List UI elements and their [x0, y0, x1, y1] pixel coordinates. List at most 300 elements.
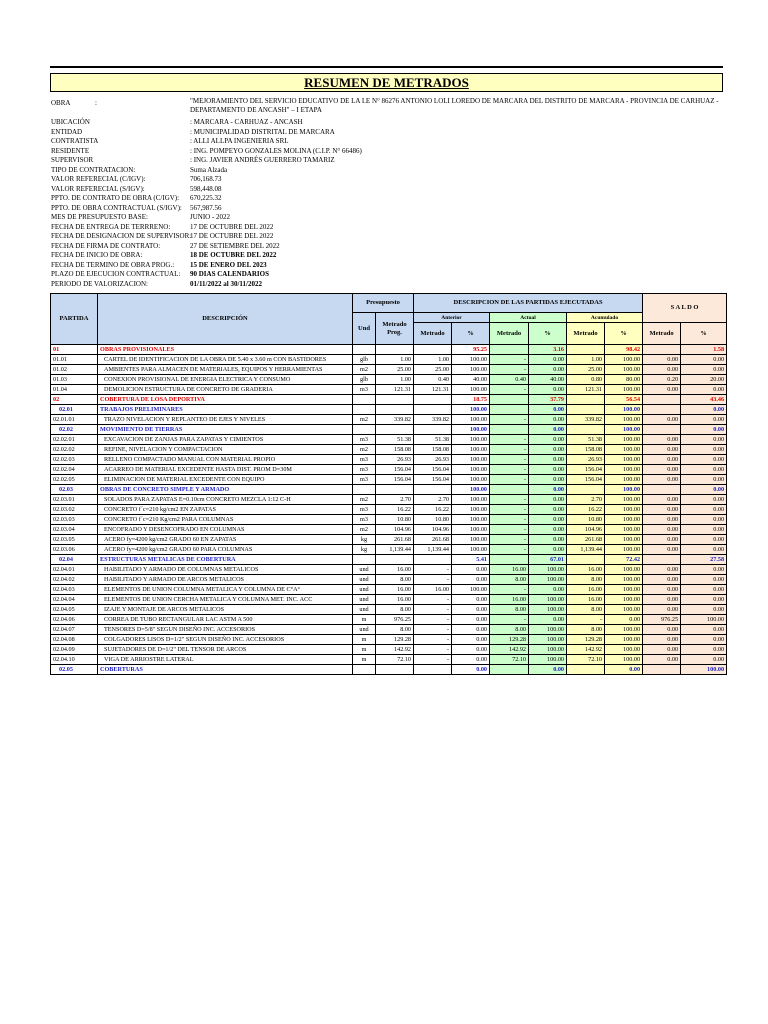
cell-actual-metrado: 72.10 [490, 655, 529, 665]
table-row [51, 605, 727, 615]
cell-partida-code: 02.05 [51, 665, 98, 675]
cell-actual-metrado: - [490, 365, 529, 375]
cell-unit: m3 [353, 385, 376, 395]
cell-unit [353, 425, 376, 435]
info-row [51, 174, 731, 184]
cell-partida-code: 01.04 [51, 385, 98, 395]
info-label: PERIODO DE VALORIZACION: [51, 279, 148, 288]
info-label: VALOR REFERECIAL (C/IGV): [51, 175, 146, 183]
info-value: : MARCARA - CARHUAZ - ANCASH [190, 118, 303, 126]
cell-acumulado-pct: 100.00 [605, 565, 643, 575]
table-row [51, 595, 727, 605]
cell-acumulado-metrado: 1,139.44 [567, 545, 605, 555]
subsection-title-row [51, 425, 727, 435]
cell-anterior-pct: 100.00 [452, 435, 490, 445]
info-label: FECHA DE FIRMA DE CONTRATO: [51, 241, 161, 250]
cell-description: IZAJE Y MONTAJE DE ARCOS METALICOS [98, 605, 353, 615]
cell-metrado-prog: 8.00 [376, 605, 414, 615]
cell-anterior-pct: 100.00 [452, 545, 490, 555]
cell-actual-pct: 0.00 [529, 455, 567, 465]
info-label: PLAZO DE EJECUCION CONTRACTUAL: [51, 270, 181, 278]
cell-anterior-metrado [414, 405, 452, 415]
cell-description: CORREA DE TUBO RECTANGULAR LAC ASTM A 500 [98, 615, 353, 625]
cell-acumulado-pct: 100.00 [605, 495, 643, 505]
cell-anterior-metrado: 156.04 [414, 465, 452, 475]
cell-actual-pct: 100.00 [529, 575, 567, 585]
cell-anterior-pct: 100.00 [452, 525, 490, 535]
col-saldo: S A L D O [643, 294, 727, 323]
cell-actual-pct: 0.00 [529, 355, 567, 365]
cell-actual-metrado: 8.00 [490, 605, 529, 615]
cell-metrado-prog: 2.70 [376, 495, 414, 505]
cell-actual-metrado [490, 405, 529, 415]
cell-anterior-pct: 18.75 [452, 395, 490, 405]
cell-description: HABILITADO Y ARMADO DE COLUMNAS METALICOS [98, 565, 353, 575]
cell-unit: kg [353, 545, 376, 555]
cell-acumulado-pct: 100.00 [605, 465, 643, 475]
cell-metrado-prog: 142.92 [376, 645, 414, 655]
info-value: 01/11/2022 al 30/11/2022 [190, 279, 262, 288]
cell-actual-pct: 100.00 [529, 605, 567, 615]
cell-anterior-metrado: 10.80 [414, 515, 452, 525]
cell-actual-metrado [490, 485, 529, 495]
cell-acumulado-metrado: 121.31 [567, 385, 605, 395]
cell-saldo-metrado: 0.20 [643, 375, 681, 385]
cell-actual-pct: 100.00 [529, 655, 567, 665]
cell-description: COBERTURA DE LOSA DEPORTIVA [98, 395, 353, 405]
cell-anterior-pct: 100.00 [452, 415, 490, 425]
table-row [51, 645, 727, 655]
cell-anterior-metrado [414, 395, 452, 405]
cell-anterior-metrado: - [414, 635, 452, 645]
cell-partida-code: 02.04 [51, 555, 98, 565]
cell-description: CONCRETO f´c=210 Kg/cm2 PARA COLUMNAS [98, 515, 353, 525]
cell-saldo-pct: 0.00 [681, 475, 727, 485]
page-title-text: RESUMEN DE METRADOS [304, 75, 469, 90]
metrados-table [50, 293, 727, 675]
cell-metrado-prog: 156.04 [376, 475, 414, 485]
cell-actual-metrado: - [490, 415, 529, 425]
cell-actual-pct: 0.00 [529, 445, 567, 455]
cell-metrado-prog: 976.25 [376, 615, 414, 625]
cell-anterior-metrado: 16.00 [414, 585, 452, 595]
subsection-title-row [51, 665, 727, 675]
cell-acumulado-metrado: 158.08 [567, 445, 605, 455]
cell-metrado-prog: 339.82 [376, 415, 414, 425]
info-row [51, 127, 731, 137]
col-actual-pct: % [529, 323, 567, 345]
cell-actual-pct: 0.00 [529, 405, 567, 415]
info-row [51, 241, 731, 251]
cell-description: OBRAS DE CONCRETO SIMPLE Y ARMADO [98, 485, 353, 495]
info-value: Suma Alzada [190, 165, 228, 174]
cell-acumulado-pct: 100.00 [605, 475, 643, 485]
col-descripcion: DESCRIPCIÓN [98, 294, 353, 345]
col-acumulado-metrado: Metrado [567, 323, 605, 345]
info-label: FECHA DE ENTREGA DE TERRRENO: [51, 222, 171, 231]
info-row [51, 117, 731, 127]
info-row [51, 146, 731, 156]
cell-metrado-prog [376, 425, 414, 435]
cell-saldo-metrado: 0.00 [643, 595, 681, 605]
info-value: 598,448.08 [190, 184, 222, 193]
cell-description: OBRAS PROVISIONALES [98, 345, 353, 355]
cell-saldo-pct: 0.00 [681, 365, 727, 375]
cell-acumulado-pct: 100.00 [605, 605, 643, 615]
cell-saldo-metrado [643, 485, 681, 495]
info-row [51, 231, 731, 241]
cell-acumulado-metrado: 72.10 [567, 655, 605, 665]
cell-acumulado-metrado [567, 485, 605, 495]
table-row [51, 585, 727, 595]
cell-anterior-metrado [414, 485, 452, 495]
cell-description: ENCOFRADO Y DESENCOFRADO EN COLUMNAS [98, 525, 353, 535]
info-value: JUNIO - 2022 [190, 213, 231, 221]
cell-anterior-pct: 100.00 [452, 535, 490, 545]
cell-saldo-metrado: 0.00 [643, 515, 681, 525]
cell-partida-code: 02.02.04 [51, 465, 98, 475]
cell-partida-code: 02.04.03 [51, 585, 98, 595]
info-value: 706,168.73 [190, 175, 222, 183]
cell-actual-metrado: - [490, 435, 529, 445]
cell-acumulado-metrado: 104.96 [567, 525, 605, 535]
info-value: 90 DIAS CALENDARIOS [190, 270, 269, 278]
info-value: : ALLI ALLPA INGENIERIA SRL [190, 137, 289, 145]
cell-anterior-metrado: 1.00 [414, 355, 452, 365]
cell-acumulado-metrado: - [567, 615, 605, 625]
cell-acumulado-metrado: 8.00 [567, 575, 605, 585]
cell-saldo-metrado: 0.00 [643, 645, 681, 655]
cell-anterior-pct: 0.00 [452, 625, 490, 635]
cell-saldo-pct: 1.58 [681, 345, 727, 355]
cell-unit: und [353, 585, 376, 595]
cell-actual-pct: 0.00 [529, 475, 567, 485]
cell-actual-metrado [490, 665, 529, 675]
cell-unit: glb [353, 375, 376, 385]
cell-metrado-prog: 16.00 [376, 585, 414, 595]
cell-partida-code: 02.01 [51, 405, 98, 415]
cell-acumulado-pct: 100.00 [605, 445, 643, 455]
col-presupuesto: Presupuesto [353, 294, 414, 313]
cell-actual-pct: 100.00 [529, 645, 567, 655]
cell-description: HABILITADO Y ARMADO DE ARCOS METALICOS [98, 575, 353, 585]
cell-metrado-prog: 129.28 [376, 635, 414, 645]
cell-saldo-pct: 0.00 [681, 585, 727, 595]
cell-anterior-metrado: - [414, 605, 452, 615]
cell-metrado-prog: 16.00 [376, 595, 414, 605]
cell-acumulado-pct: 80.00 [605, 375, 643, 385]
cell-anterior-metrado [414, 345, 452, 355]
info-row [51, 203, 731, 213]
cell-saldo-pct: 0.00 [681, 605, 727, 615]
cell-acumulado-pct: 100.00 [605, 545, 643, 555]
cell-actual-pct: 0.00 [529, 615, 567, 625]
info-value: : ING. JAVIER ANDRÉS GUERRERO TAMARIZ [190, 156, 335, 164]
cell-acumulado-pct: 0.00 [605, 665, 643, 675]
cell-acumulado-pct: 100.00 [605, 485, 643, 495]
cell-saldo-metrado: 0.00 [643, 385, 681, 395]
cell-partida-code: 02.04.10 [51, 655, 98, 665]
cell-unit: und [353, 595, 376, 605]
info-row [51, 165, 731, 175]
cell-metrado-prog [376, 345, 414, 355]
cell-actual-metrado: 16.00 [490, 565, 529, 575]
col-und: Und [353, 313, 376, 345]
table-row [51, 375, 727, 385]
info-row [51, 155, 731, 165]
cell-metrado-prog: 8.00 [376, 575, 414, 585]
cell-actual-metrado: 8.00 [490, 575, 529, 585]
cell-acumulado-pct: 100.00 [605, 595, 643, 605]
cell-acumulado-pct: 100.00 [605, 415, 643, 425]
cell-unit: m [353, 645, 376, 655]
cell-description: SOLADOS PARA ZAPATAS E=0.10cm CONCRETO MEZCLA 1:12 C-H [98, 495, 353, 505]
cell-acumulado-pct: 72.42 [605, 555, 643, 565]
cell-saldo-metrado [643, 425, 681, 435]
info-row [51, 136, 731, 146]
cell-anterior-pct: 0.00 [452, 645, 490, 655]
cell-saldo-pct: 0.00 [681, 595, 727, 605]
cell-anterior-metrado: 339.82 [414, 415, 452, 425]
subsection-title-row [51, 405, 727, 415]
col-acumulado-pct: % [605, 323, 643, 345]
cell-anterior-metrado: 104.96 [414, 525, 452, 535]
cell-anterior-metrado: 25.00 [414, 365, 452, 375]
table-row [51, 565, 727, 575]
cell-saldo-pct: 0.00 [681, 545, 727, 555]
cell-partida-code: 02.03.01 [51, 495, 98, 505]
cell-actual-metrado: - [490, 585, 529, 595]
cell-anterior-metrado: 51.38 [414, 435, 452, 445]
cell-saldo-metrado [643, 665, 681, 675]
cell-partida-code: 02.04.09 [51, 645, 98, 655]
cell-acumulado-pct: 100.00 [605, 635, 643, 645]
obra-description: "MEJORAMIENTO DEL SERVICIO EDUCATIVO DE LA I.E N° 86276 ANTONIO LOLI LOREDO DE MARCARA DEL DISTRITO DE MARCARA - PROVINCIA DE CARHUAZ - DEPARTAMENTO DE ANCASH" – I ETAPA [190, 97, 719, 114]
cell-anterior-metrado: 0.40 [414, 375, 452, 385]
col-anterior: Anterior [414, 313, 490, 323]
cell-anterior-metrado: 26.93 [414, 455, 452, 465]
cell-acumulado-metrado [567, 345, 605, 355]
cell-unit: und [353, 625, 376, 635]
cell-anterior-pct: 100.00 [452, 425, 490, 435]
cell-actual-metrado: - [490, 535, 529, 545]
cell-description: ELIMINACION DE MATERIAL EXCEDENTE CON EQUIPO [98, 475, 353, 485]
cell-metrado-prog: 16.00 [376, 565, 414, 575]
cell-partida-code: 02.03.02 [51, 505, 98, 515]
cell-actual-metrado [490, 555, 529, 565]
cell-unit: m2 [353, 445, 376, 455]
cell-partida-code: 02.02.02 [51, 445, 98, 455]
cell-metrado-prog: 16.22 [376, 505, 414, 515]
cell-saldo-metrado: 0.00 [643, 435, 681, 445]
table-row [51, 535, 727, 545]
info-label: CONTRATISTA [51, 137, 99, 145]
cell-unit: m2 [353, 415, 376, 425]
col-saldo-metrado: Metrado [643, 323, 681, 345]
cell-acumulado-pct: 100.00 [605, 655, 643, 665]
col-anterior-metrado: Metrado [414, 323, 452, 345]
cell-anterior-pct: 100.00 [452, 355, 490, 365]
cell-description: ACERO fy=4200 kg/cm2 GRADO 60 PARA COLUMNAS [98, 545, 353, 555]
cell-actual-metrado: - [490, 465, 529, 475]
cell-metrado-prog: 26.93 [376, 455, 414, 465]
cell-saldo-metrado: 0.00 [643, 585, 681, 595]
cell-saldo-metrado [643, 345, 681, 355]
cell-saldo-metrado: 0.00 [643, 365, 681, 375]
table-row [51, 615, 727, 625]
cell-description: ACERO fy=4200 kg/cm2 GRADO 60 EN ZAPATAS [98, 535, 353, 545]
cell-acumulado-metrado: 156.04 [567, 465, 605, 475]
cell-saldo-pct: 0.00 [681, 635, 727, 645]
cell-anterior-pct: 0.00 [452, 595, 490, 605]
table-row [51, 465, 727, 475]
cell-actual-metrado: - [490, 545, 529, 555]
cell-anterior-pct: 100.00 [452, 465, 490, 475]
info-row [51, 269, 731, 279]
cell-description: COLGADORES LISOS D=1/2" SEGUN DISEÑO INC. ACCESORIOS [98, 635, 353, 645]
cell-saldo-pct: 0.00 [681, 525, 727, 535]
cell-actual-pct: 0.00 [529, 385, 567, 395]
cell-partida-code: 02.04.05 [51, 605, 98, 615]
cell-actual-metrado: 8.00 [490, 625, 529, 635]
cell-saldo-pct: 0.00 [681, 565, 727, 575]
cell-saldo-metrado: 0.00 [643, 465, 681, 475]
cell-anterior-pct: 0.00 [452, 665, 490, 675]
cell-saldo-metrado: 0.00 [643, 535, 681, 545]
info-value: 17 DE OCTUBRE DEL 2022 [190, 232, 274, 240]
cell-anterior-pct: 100.00 [452, 475, 490, 485]
cell-saldo-pct: 0.00 [681, 655, 727, 665]
cell-anterior-metrado [414, 665, 452, 675]
cell-saldo-pct: 0.00 [681, 435, 727, 445]
cell-actual-pct: 0.00 [529, 505, 567, 515]
cell-saldo-pct: 43.46 [681, 395, 727, 405]
cell-actual-metrado [490, 395, 529, 405]
cell-saldo-metrado [643, 405, 681, 415]
cell-acumulado-metrado: 2.70 [567, 495, 605, 505]
table-row [51, 385, 727, 395]
cell-anterior-pct: 0.00 [452, 635, 490, 645]
cell-actual-pct: 100.00 [529, 565, 567, 575]
cell-unit: m3 [353, 505, 376, 515]
cell-actual-pct: 0.00 [529, 535, 567, 545]
cell-actual-metrado: - [490, 455, 529, 465]
cell-description: CONCRETO f´c=210 kg/cm2 EN ZAPATAS [98, 505, 353, 515]
cell-actual-metrado: - [490, 355, 529, 365]
info-row [51, 250, 731, 260]
info-value: 15 DE ENERO DEL 2023 [190, 260, 267, 269]
cell-partida-code: 02.03.04 [51, 525, 98, 535]
cell-metrado-prog: 104.96 [376, 525, 414, 535]
metrados-body [51, 345, 727, 675]
cell-anterior-pct: 100.00 [452, 495, 490, 505]
cell-description: EXCAVACION DE ZANJAS PARA ZAPATAS Y CIMIENTOS [98, 435, 353, 445]
cell-anterior-metrado: - [414, 645, 452, 655]
cell-actual-metrado: 0.40 [490, 375, 529, 385]
cell-acumulado-pct: 100.00 [605, 505, 643, 515]
cell-acumulado-pct: 100.00 [605, 385, 643, 395]
cell-saldo-metrado: 0.00 [643, 445, 681, 455]
cell-metrado-prog [376, 405, 414, 415]
cell-actual-metrado: - [490, 475, 529, 485]
cell-unit: m2 [353, 525, 376, 535]
col-saldo-pct: % [681, 323, 727, 345]
cell-unit: und [353, 605, 376, 615]
cell-description: COBERTURAS [98, 665, 353, 675]
cell-saldo-pct: 0.00 [681, 505, 727, 515]
page-title [50, 73, 723, 92]
cell-actual-metrado: - [490, 385, 529, 395]
info-label: RESIDENTE [51, 146, 90, 155]
cell-partida-code: 02.04.04 [51, 595, 98, 605]
cell-saldo-metrado: 0.00 [643, 505, 681, 515]
cell-description: SUJETADORES DE D=1/2" DEL TENSOR DE ARCOS [98, 645, 353, 655]
cell-saldo-pct: 0.00 [681, 575, 727, 585]
cell-anterior-pct: 95.25 [452, 345, 490, 355]
cell-partida-code: 02.04.06 [51, 615, 98, 625]
cell-actual-pct: 0.00 [529, 585, 567, 595]
cell-actual-pct: 0.00 [529, 465, 567, 475]
cell-acumulado-metrado: 25.00 [567, 365, 605, 375]
cell-actual-pct: 37.79 [529, 395, 567, 405]
cell-partida-code: 02 [51, 395, 98, 405]
cell-description: RELLENO COMPACTADO MANUAL CON MATERIAL PROPIO [98, 455, 353, 465]
cell-description: ELEMENTOS DE UNION COLUMNA METALICA Y COLUMNA DE C°A° [98, 585, 353, 595]
cell-anterior-pct: 100.00 [452, 405, 490, 415]
cell-actual-pct: 0.00 [529, 665, 567, 675]
cell-anterior-pct: 0.00 [452, 615, 490, 625]
cell-unit: m3 [353, 435, 376, 445]
top-rule [50, 66, 723, 68]
cell-partida-code: 02.04.08 [51, 635, 98, 645]
cell-acumulado-pct: 100.00 [605, 425, 643, 435]
cell-anterior-pct: 100.00 [452, 445, 490, 455]
cell-description: MOVIMIENTO DE TIERRAS [98, 425, 353, 435]
cell-actual-pct: 0.00 [529, 495, 567, 505]
cell-acumulado-pct: 100.00 [605, 585, 643, 595]
table-row [51, 655, 727, 665]
cell-actual-metrado: 16.00 [490, 595, 529, 605]
cell-description: TRABAJOS PRELIMINARES [98, 405, 353, 415]
info-row [51, 193, 731, 203]
cell-acumulado-pct: 0.00 [605, 615, 643, 625]
cell-actual-pct: 0.00 [529, 435, 567, 445]
info-label: FECHA DE INICIO DE OBRA: [51, 251, 143, 259]
cell-acumulado-metrado [567, 555, 605, 565]
cell-acumulado-metrado: 16.00 [567, 565, 605, 575]
cell-saldo-metrado: 0.00 [643, 455, 681, 465]
cell-anterior-metrado: - [414, 565, 452, 575]
cell-acumulado-metrado: 129.28 [567, 635, 605, 645]
info-value: : MUNICIPALIDAD DISTRITAL DE MARCARA [190, 127, 335, 136]
cell-saldo-pct: 20.00 [681, 375, 727, 385]
section-title-row [51, 395, 727, 405]
cell-saldo-metrado: 0.00 [643, 415, 681, 425]
cell-acumulado-pct: 100.00 [605, 355, 643, 365]
cell-acumulado-pct: 100.00 [605, 645, 643, 655]
info-label: UBICACIÓN [51, 118, 90, 126]
cell-anterior-pct: 0.00 [452, 605, 490, 615]
cell-partida-code: 01.03 [51, 375, 98, 385]
cell-anterior-metrado: - [414, 655, 452, 665]
cell-description: CARTEL DE IDENTIFICACION DE LA OBRA DE 5.40 x 3.60 m CON BASTIDORES [98, 355, 353, 365]
cell-acumulado-pct: 100.00 [605, 365, 643, 375]
cell-saldo-pct: 0.00 [681, 495, 727, 505]
table-row [51, 545, 727, 555]
table-row [51, 455, 727, 465]
col-acumulado: Acumulado [567, 313, 643, 323]
table-row [51, 515, 727, 525]
